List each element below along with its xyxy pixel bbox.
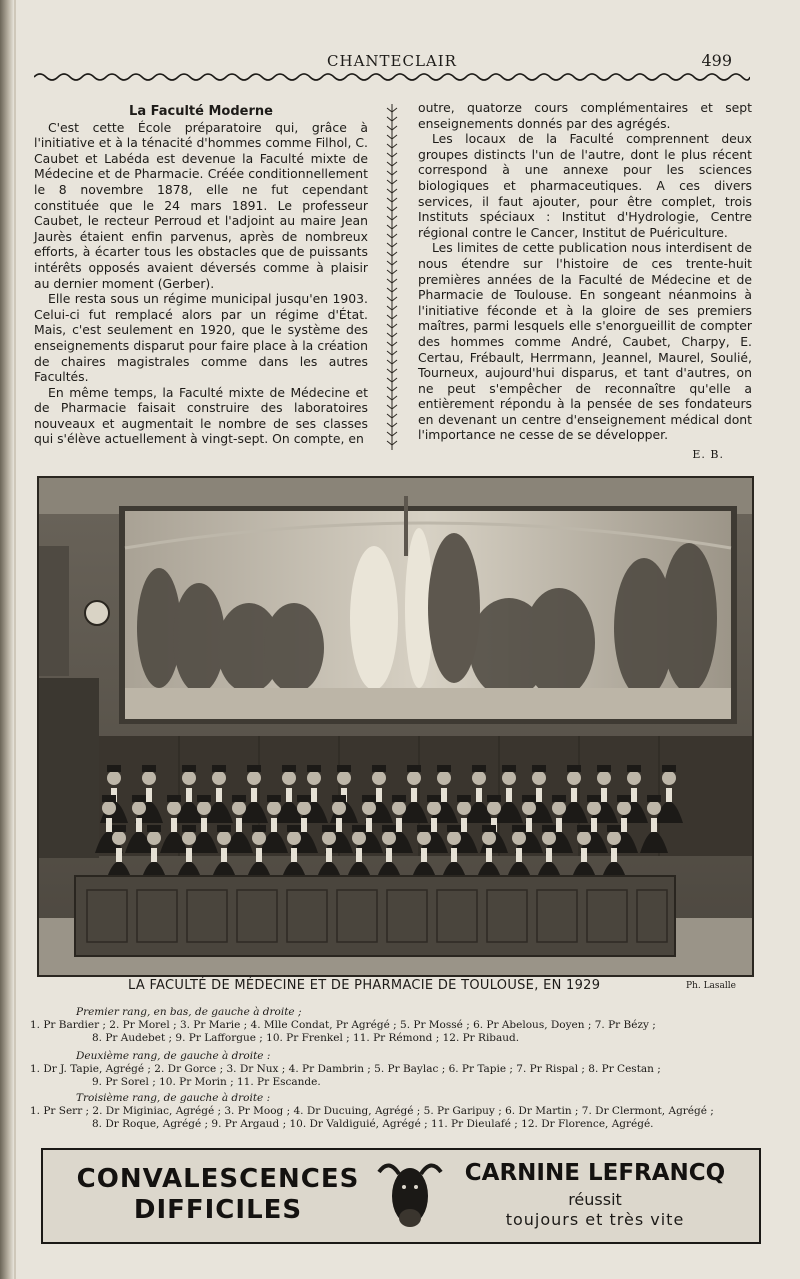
article-right-column — [418, 100, 752, 463]
caption-title: LA FACULTÉ DE MÉDECINE ET DE PHARMACIE DE TOULOUSE, EN 1929 — [128, 978, 601, 993]
row-heading: Troisième rang, de gauche à droite : — [76, 1092, 271, 1104]
bull-head-icon — [375, 1154, 445, 1238]
article-title: La Faculté Moderne — [129, 104, 273, 119]
page-header — [34, 50, 750, 86]
ad-headline — [57, 1164, 379, 1226]
photo-credit: Ph. Lasalle — [686, 981, 736, 991]
column-divider-ornament — [384, 104, 400, 450]
row-3-names — [30, 1092, 752, 1131]
carnine-advertisement — [41, 1148, 761, 1244]
article-paragraph: C'est cette École préparatoire qui, grâce à l'initiative et à la ténacité d'hommes comme Filhol, C. Caubet et Labéda est devenue la Faculté mixte de Médecine et de Pharmacie. Créée conditionnellement le 8 novembre 1878, elle ne fut cependant constituée que le 24 mars 1891. Le professeur Caubet, le recteur Perroud et l'adjoint au maire Jean Jaurès étaient enfin parvenus, après de nombreux efforts, à écarter tous les obstacles que de puissants intérêts opposés avaient déversés comme à plaisir au dernier moment (Gerber). — [34, 119, 368, 291]
names-line: 8. Dr Roque, Agrégé ; 9. Pr Argaud ; 10. Dr Valdiguié, Agrégé ; 11. Pr Dieulafé ; 12. Dr Florence, Agrégé. — [92, 1118, 654, 1130]
ad-headline-line2: DIFFICILES — [133, 1195, 303, 1225]
names-line: 1. Dr J. Tapie, Agrégé ; 2. Dr Gorce ; 3. Dr Nux ; 4. Pr Dambrin ; 5. Pr Baylac ; 6. Pr Tapie ; 7. Pr Rispal ; 8. Pr Cestan ; — [30, 1063, 661, 1075]
article-paragraph: Les locaux de la Faculté comprennent deux groupes distincts l'un de l'autre, dont le plus récent correspond à une annexe pour les sciences biologiques et pharmaceutiques. A ces divers services, il faut ajouter, pour être complet, trois Instituts spéciaux : Institut d'Hydrologie, Centre régional contre le Cancer, Institut de Puériculture. — [418, 131, 752, 240]
article-paragraph: En même temps, la Faculté mixte de Médecine et de Pharmacie faisait construire des laboratoires nouveaux et augmentait le nombre de ses classes qui s'élève actuellement à vingt-sept. On compte, en — [34, 384, 368, 447]
row-heading: Deuxième rang, de gauche à droite : — [76, 1050, 271, 1062]
ad-headline-line1: CONVALESCENCES — [76, 1164, 360, 1194]
journal-title: CHANTECLAIR — [327, 52, 457, 70]
row-1-names — [30, 1006, 752, 1045]
faculty-photograph — [37, 476, 754, 977]
ad-tagline-1: réussit — [568, 1190, 622, 1209]
page-number: 499 — [701, 51, 732, 70]
ad-tagline-2: toujours et très vite — [505, 1210, 685, 1229]
article-left-column — [34, 104, 368, 447]
article-paragraph: outre, quatorze cours complémentaires et sept enseignements donnés par des agrégés. — [418, 100, 752, 131]
article-signature: E. B. — [692, 448, 724, 462]
binding-shadow — [0, 0, 14, 1279]
names-line: 9. Pr Sorel ; 10. Pr Morin ; 11. Pr Escande. — [92, 1076, 321, 1088]
article-paragraph: Les limites de cette publication nous interdisent de nous étendre sur l'histoire de ces trente-huit premières années de la Faculté de Médecine et de Pharmacie de Toulouse. En songeant néanmoins à l'initiative féconde et à la gloire de ses premiers maîtres, parmi lesquels elle s'enorgueillit de compter des hommes comme André, Caubet, Charpy, E. Certau, Frébault, Herrmann, Jeannel, Maurel, Soulié, Tourneux, aujourd'hui disparus, et tant d'autres, on ne peut s'empêcher de reconnaître qu'elle a entièrement répondu à la pensée de ses fondateurs en devenant un centre d'enseignement médical dont l'importance ne cesse de se développer. — [418, 240, 752, 443]
row-2-names — [30, 1050, 752, 1089]
page-edge — [14, 0, 16, 1279]
names-line: 1. Pr Serr ; 2. Dr Miginiac, Agrégé ; 3. Pr Moog ; 4. Dr Ducuing, Agrégé ; 5. Pr Garipuy ; 6. Dr Martin ; 7. Dr Clermont, Agrégé ; — [30, 1105, 714, 1117]
header-wavy-rule — [34, 70, 750, 84]
ad-brand: CARNINE LEFRANCQ — [464, 1160, 726, 1186]
names-line: 1. Pr Bardier ; 2. Pr Morel ; 3. Pr Marie ; 4. Mlle Condat, Pr Agrégé ; 5. Pr Mossé ; 6. Pr Abelous, Doyen ; 7. Pr Bézy ; — [30, 1019, 656, 1031]
article-paragraph: Elle resta sous un régime municipal jusqu'en 1903. Celui-ci fut remplacé alors par un régime d'État. Mais, c'est seulement en 1920, que le système des enseignements disparut pour faire place à la création de chaires magistrales comme dans les autres Facultés. — [34, 291, 368, 385]
names-line: 8. Pr Audebet ; 9. Pr Lafforgue ; 10. Pr Frenkel ; 11. Pr Rémond ; 12. Pr Ribaud. — [92, 1032, 520, 1044]
row-heading: Premier rang, en bas, de gauche à droite ; — [76, 1006, 302, 1018]
